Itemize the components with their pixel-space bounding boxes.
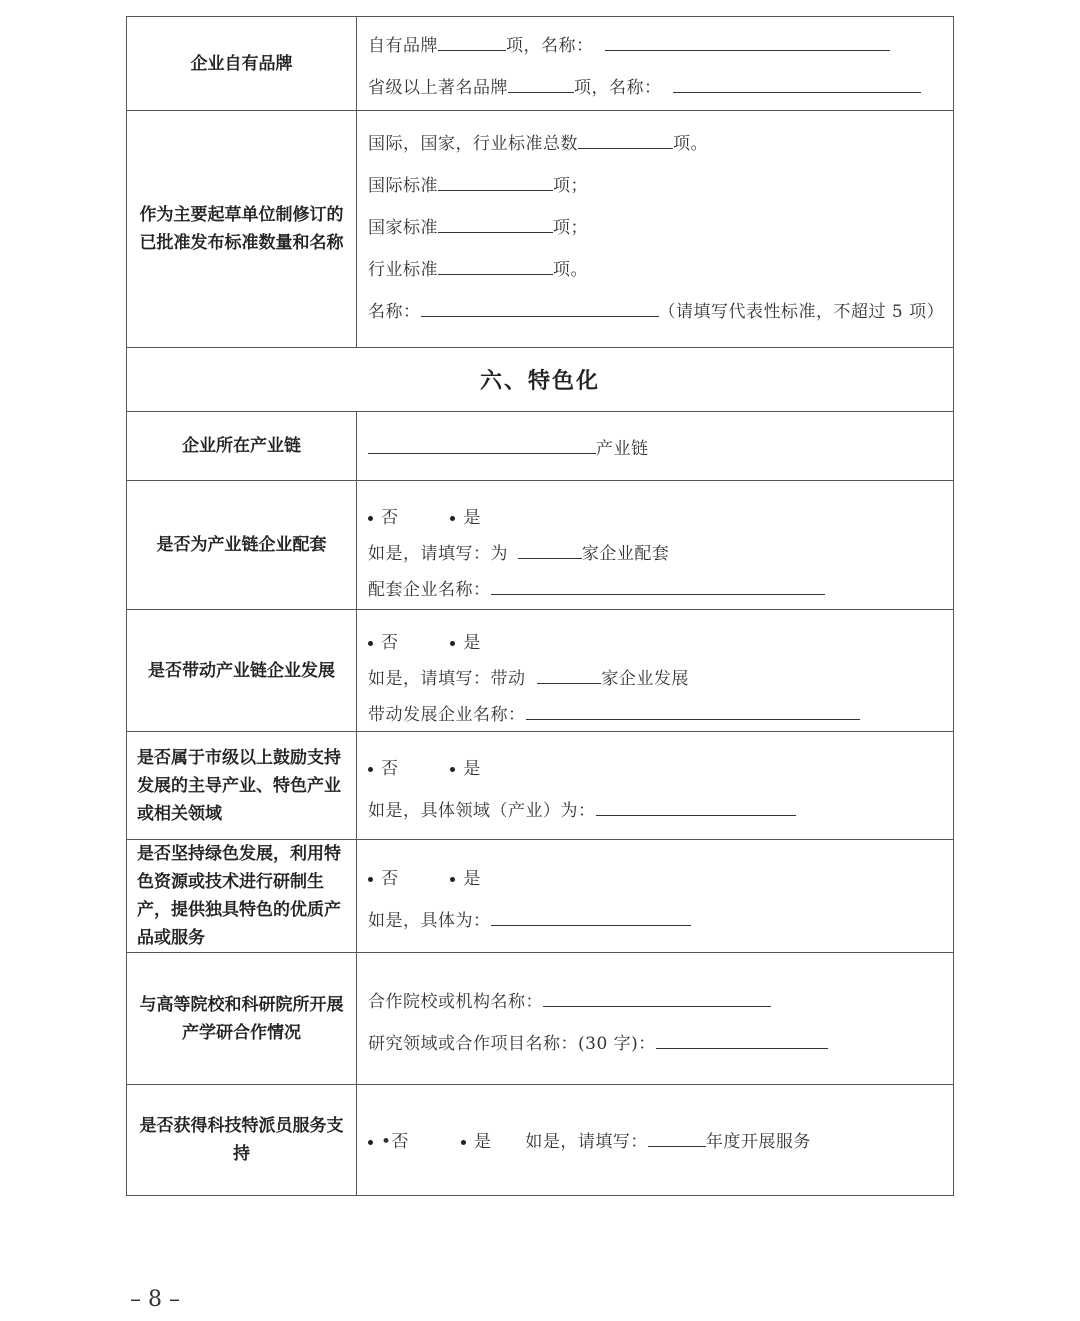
driven-company-blank[interactable] [526, 705, 860, 720]
chain-supporting-label: 是否为产业链企业配套 [127, 481, 357, 609]
famous-brand-name-blank[interactable] [673, 78, 921, 93]
radio-dot-icon [450, 641, 455, 646]
option-no-label: 否 [381, 869, 399, 889]
radio-dot-icon [368, 877, 373, 882]
option-yes-label: 是 [473, 1132, 492, 1152]
envoy-year-blank[interactable] [648, 1132, 706, 1147]
radio-dot-icon [450, 767, 455, 772]
row-chain-supporting [127, 481, 953, 610]
supporting-count-unit: 家企业配套 [581, 544, 670, 564]
encouraged-field-blank[interactable] [596, 801, 796, 816]
total-standards-text: 国际，国家，行业标准总数 [368, 134, 578, 154]
option-no[interactable] [368, 1127, 409, 1152]
famous-brand-name-text: 项，名称： [574, 78, 662, 98]
option-yes[interactable] [450, 628, 481, 653]
encouraged-industry-label: 是否属于市级以上鼓励支持发展的主导产业、特色产业或相关领域 [127, 732, 357, 839]
envoy-year-suffix: 年度开展服务 [705, 1132, 811, 1152]
option-yes[interactable] [450, 864, 481, 889]
option-yes-label: 是 [463, 869, 481, 889]
intl-standards-unit: 项； [553, 176, 588, 196]
industry-chain-suffix: 产业链 [596, 439, 649, 459]
industry-chain-label: 企业所在产业链 [127, 412, 357, 480]
encouraged-field-text: 如是，具体领域（产业）为： [368, 801, 596, 821]
envoy-year-text: 如是，请填写： [525, 1132, 648, 1152]
driving-count-text: 如是，请填写：带动 [368, 669, 526, 689]
row-encouraged-industry [127, 732, 953, 840]
research-field-text: 研究领域或合作项目名称：(30 字)： [368, 1034, 656, 1054]
row-tech-envoy [127, 1085, 953, 1195]
own-brand-name-blank[interactable] [605, 36, 890, 51]
row-standards [127, 111, 953, 348]
green-detail-blank[interactable] [491, 911, 691, 926]
own-brand-name-text: 项，名称： [506, 36, 594, 56]
famous-brand-count-blank[interactable] [508, 78, 574, 93]
standards-label: 作为主要起草单位制修订的已批准发布标准数量和名称 [127, 111, 357, 347]
option-no-label: 否 [381, 759, 399, 779]
own-brand-text: 自有品牌 [368, 36, 438, 56]
own-brand-label: 企业自有品牌 [127, 17, 357, 110]
industry-chain-blank[interactable] [368, 439, 596, 454]
green-development-label: 是否坚持绿色发展，利用特色资源或技术进行研制生产，提供独具特色的优质产品或服务 [127, 840, 357, 952]
driven-company-text: 带动发展企业名称： [368, 705, 526, 725]
famous-brand-text: 省级以上著名品牌 [368, 78, 508, 98]
national-standards-unit: 项； [553, 218, 588, 238]
page-number: – 8 – [130, 1287, 180, 1312]
industry-standards-blank[interactable] [438, 260, 553, 275]
research-cooperation-fields [358, 953, 953, 1084]
option-no[interactable] [368, 503, 399, 528]
option-no-label: 否 [381, 633, 399, 653]
chain-driving-fields [358, 610, 953, 731]
green-detail-text: 如是，具体为： [368, 911, 491, 931]
intl-standards-text: 国际标准 [368, 176, 438, 196]
radio-dot-icon [368, 1140, 373, 1145]
radio-dot-icon [461, 1140, 466, 1145]
intl-standards-blank[interactable] [438, 176, 553, 191]
option-yes[interactable] [450, 754, 481, 779]
option-no-label: •否 [381, 1132, 410, 1152]
radio-dot-icon [368, 641, 373, 646]
driving-count-blank[interactable] [537, 669, 601, 684]
green-development-fields [358, 840, 953, 952]
industry-standards-text: 行业标准 [368, 260, 438, 280]
radio-dot-icon [450, 516, 455, 521]
row-chain-driving [127, 610, 953, 732]
option-yes-label: 是 [463, 508, 481, 528]
option-yes-label: 是 [463, 759, 481, 779]
standards-fields [358, 111, 953, 347]
tech-envoy-fields [358, 1085, 953, 1195]
row-green-development [127, 840, 953, 953]
total-standards-blank[interactable] [578, 134, 673, 149]
encouraged-industry-fields [358, 732, 953, 839]
option-yes-label: 是 [463, 633, 481, 653]
partner-name-text: 合作院校或机构名称： [368, 992, 543, 1012]
standard-names-blank[interactable] [421, 302, 659, 317]
industry-standards-unit: 项。 [553, 260, 588, 280]
supporting-count-blank[interactable] [518, 544, 582, 559]
total-standards-unit: 项。 [673, 134, 708, 154]
tech-envoy-label: 是否获得科技特派员服务支持 [127, 1085, 357, 1195]
chain-supporting-fields [358, 481, 953, 609]
row-research-cooperation [127, 953, 953, 1085]
row-own-brand [127, 17, 953, 111]
option-no[interactable] [368, 628, 399, 653]
own-brand-fields [358, 17, 953, 110]
option-no[interactable] [368, 754, 399, 779]
driving-count-unit: 家企业发展 [601, 669, 689, 689]
supporting-count-text: 如是，请填写：为 [368, 544, 508, 564]
partner-name-blank[interactable] [543, 992, 771, 1007]
national-standards-blank[interactable] [438, 218, 553, 233]
section-title: 六、特色化 [479, 369, 600, 394]
standard-names-note: （请填写代表性标准，不超过 5 项） [658, 302, 945, 322]
radio-dot-icon [450, 877, 455, 882]
radio-dot-icon [368, 767, 373, 772]
application-form-table [126, 16, 954, 1196]
research-cooperation-label: 与高等院校和科研院所开展产学研合作情况 [127, 953, 357, 1084]
research-field-blank[interactable] [656, 1034, 828, 1049]
standard-names-text: 名称： [368, 302, 421, 322]
supported-company-text: 配套企业名称： [368, 580, 491, 600]
row-section-header [127, 348, 953, 412]
national-standards-text: 国家标准 [368, 218, 438, 238]
chain-driving-label: 是否带动产业链企业发展 [127, 610, 357, 731]
industry-chain-fields [358, 412, 953, 480]
own-brand-count-blank[interactable] [438, 36, 506, 51]
radio-dot-icon [368, 516, 373, 521]
supported-company-blank[interactable] [491, 580, 825, 595]
option-yes[interactable] [450, 503, 481, 528]
option-no[interactable] [368, 864, 399, 889]
row-industry-chain [127, 412, 953, 481]
option-yes[interactable] [461, 1127, 492, 1152]
option-no-label: 否 [381, 508, 399, 528]
